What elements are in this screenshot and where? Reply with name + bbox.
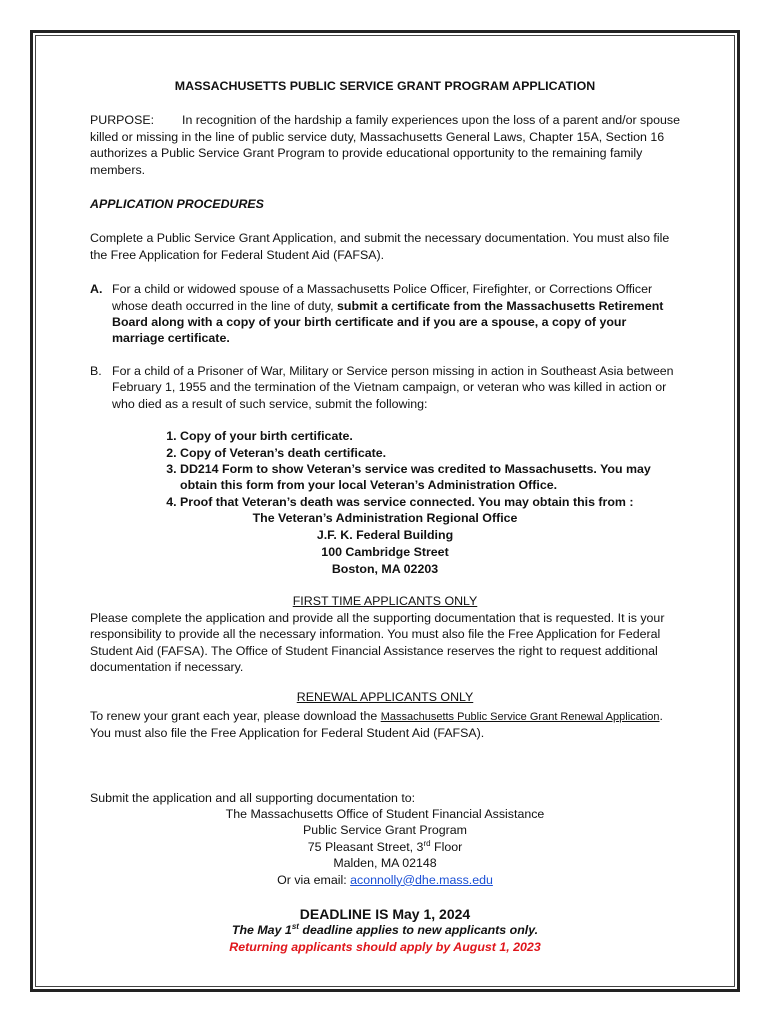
address-line: The Veteran’s Administration Regional Office bbox=[252, 511, 518, 526]
document-body bbox=[90, 78, 680, 955]
first-time-text: Please complete the application and provide all the supporting documentation that is requested. It is your responsibility to provide all the necessary information. You must also file the Free Application for Federal Student Aid (FAFSA). The Office of Student Financial Assistance reserves the right to request additional documentation if necessary. bbox=[90, 610, 665, 674]
submission-address bbox=[90, 790, 680, 888]
item-b-letter: B. bbox=[90, 363, 102, 378]
required-documents-list bbox=[112, 428, 680, 510]
city-line: Malden, MA 02148 bbox=[333, 856, 437, 871]
deadline-note-text: The May 1 bbox=[231, 923, 292, 938]
street-floor: Floor bbox=[430, 839, 463, 854]
street-text: 75 Pleasant Street, 3 bbox=[307, 839, 424, 854]
list-item: 4. Proof that Veteran’s death was service connected. You may obtain this from : bbox=[180, 494, 680, 510]
address-line: J.F. K. Federal Building bbox=[316, 527, 454, 542]
street-superscript: rd bbox=[423, 838, 431, 848]
email-link[interactable]: aconnolly@dhe.mass.edu bbox=[350, 872, 493, 887]
list-item: 1. Copy of your birth certificate. bbox=[180, 428, 680, 444]
address-line: Boston, MA 02203 bbox=[331, 561, 439, 576]
address-line: The Massachusetts Office of Student Financial Assistance bbox=[225, 806, 545, 821]
procedure-item-b bbox=[90, 363, 680, 510]
item-a-letter: A. bbox=[90, 282, 103, 297]
procedure-item-a bbox=[90, 281, 680, 347]
email-line bbox=[90, 872, 680, 888]
list-item: 3. DD214 Form to show Veteran’s service was credited to Massachusetts. You may obtain this form from your local Veteran’s Administration Office. bbox=[180, 461, 680, 494]
submit-intro: Submit the application and all supporting documentation to: bbox=[90, 790, 416, 805]
purpose-label: PURPOSE: bbox=[90, 113, 155, 128]
renewal-text-before: To renew your grant each year, please download the bbox=[90, 708, 381, 723]
purpose-text: In recognition of the hardship a family experiences upon the loss of a parent and/or spouse killed or missing in the line of public service duty, Massachusetts General Laws, Chapter 15A, Section 16 authorizes a Public Service Grant Program to provide educational opportunity to the remaining family members. bbox=[90, 113, 681, 177]
renewal-heading: RENEWAL APPLICANTS ONLY bbox=[296, 690, 474, 705]
deadline-heading: DEADLINE IS May 1, 2024 bbox=[299, 906, 471, 922]
renewal-paragraph bbox=[90, 708, 680, 742]
address-line: Public Service Grant Program bbox=[303, 823, 467, 838]
renewal-application-link[interactable]: Massachusetts Public Service Grant Renewal Application bbox=[380, 710, 660, 723]
email-prefix: Or via email: bbox=[277, 872, 351, 887]
deadline-note bbox=[90, 922, 680, 938]
purpose-paragraph bbox=[90, 112, 680, 178]
list-item: 2. Copy of Veteran’s death certificate. bbox=[180, 445, 680, 461]
procedures-intro: Complete a Public Service Grant Application, and submit the necessary documentation. You must also file the Free Application for Federal Student Aid (FAFSA). bbox=[90, 231, 670, 262]
procedures-heading: APPLICATION PROCEDURES bbox=[90, 197, 264, 212]
address-line: 100 Cambridge Street bbox=[321, 544, 449, 559]
item-a-bold-text: submit a certificate from the Massachusetts Retirement Board along with a copy of your birth certificate and if you are a spouse, a copy of your marriage certificate. bbox=[112, 298, 664, 346]
renewal-text-after: . You must also file the Free Application for Federal Student Aid (FAFSA). bbox=[90, 708, 663, 741]
item-a-text: For a child or widowed spouse of a Massachusetts Police Officer, Firefighter, or Corrections Officer whose death occurred in the line of duty, bbox=[112, 282, 653, 313]
item-b-text: For a child of a Prisoner of War, Military or Service person missing in action in Southeast Asia between February 1, 1955 and the termination of the Vietnam campaign, or veteran who was killed in action or who died as a result of such service, submit the following: bbox=[112, 363, 674, 411]
street-line bbox=[90, 839, 680, 855]
document-title: MASSACHUSETTS PUBLIC SERVICE GRANT PROGRAM APPLICATION bbox=[174, 79, 596, 93]
first-time-heading: FIRST TIME APPLICANTS ONLY bbox=[292, 594, 478, 609]
va-office-address bbox=[90, 510, 680, 577]
deadline-note-superscript: st bbox=[291, 922, 299, 932]
returning-applicants-note: Returning applicants should apply by August 1, 2023 bbox=[229, 939, 541, 954]
deadline-note-rest: deadline applies to new applicants only. bbox=[298, 923, 539, 938]
